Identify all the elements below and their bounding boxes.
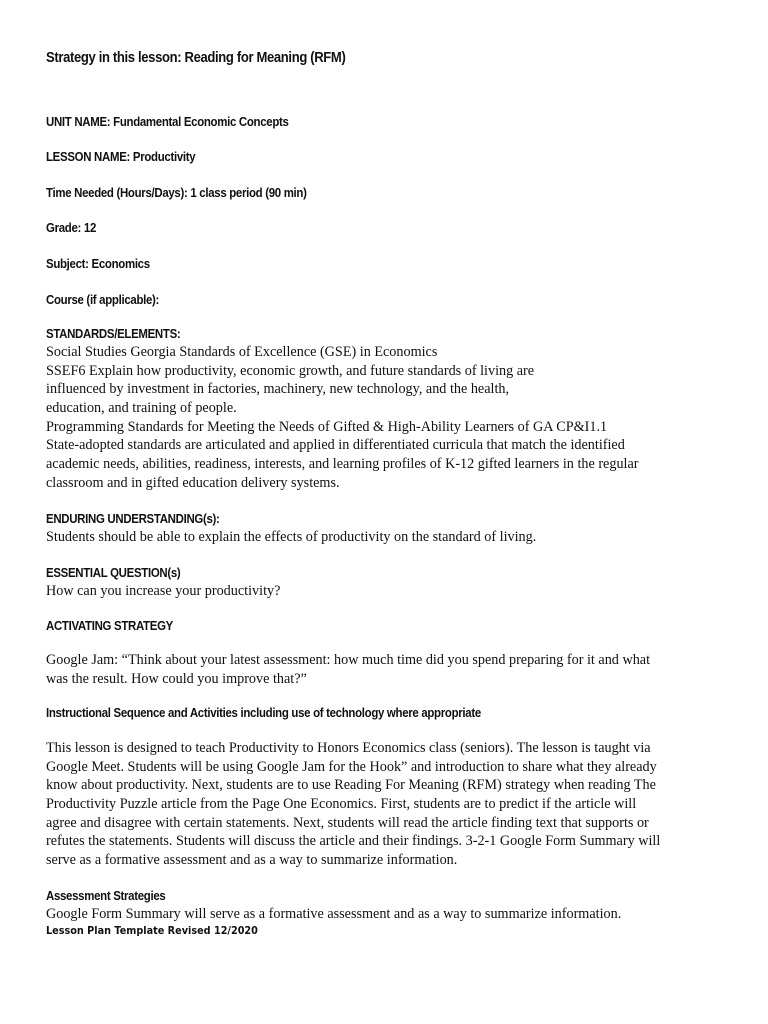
course: Course (if applicable): [46, 292, 160, 307]
text-line: This lesson is designed to teach Productivity to Honors Economics class (seniors). The lesson is taught via [46, 740, 651, 756]
unit-name: UNIT NAME: Fundamental Economic Concepts [46, 114, 289, 129]
text-line: Programming Standards for Meeting the Needs of Gifted & High-Ability Learners of GA CP&I1.1 [46, 418, 608, 435]
text-line: SSEF6 Explain how productivity, economic growth, and future standards of living are [46, 362, 535, 379]
instructional-text [46, 739, 726, 870]
enduring-heading: ENDURING UNDERSTANDING(s): [46, 511, 220, 526]
text-line: Productivity Puzzle article from the Page One Economics. First, students are to predict if the article will [46, 796, 637, 813]
text-line: State-adopted standards are articulated and applied in differentiated curricula that match the identified [46, 437, 625, 454]
assessment-text [46, 905, 726, 924]
text-line: Google Meet. Students will be using Google Jam for the Hook” and introduction to share what they already [46, 758, 657, 775]
text-line: refutes the statements. Students will discuss the article and their findings. 3-2-1 Google Form Summary will [46, 833, 661, 850]
text-line: How can you increase your productivity? [46, 583, 281, 599]
page-footer: Lesson Plan Template Revised 12/2020 [46, 924, 258, 937]
text-line: know about productivity. Next, students are to use Reading For Meaning (RFM) strategy when reading The [46, 777, 656, 794]
standards-text [46, 343, 726, 493]
standards-heading: STANDARDS/ELEMENTS: [46, 326, 181, 341]
text-line: classroom and in gifted education delivery systems. [46, 474, 340, 491]
text-line: serve as a formative assessment and as a way to summarize information. [46, 852, 458, 869]
text-line: Students should be able to explain the effects of productivity on the standard of living. [46, 529, 537, 545]
text-line: academic needs, abilities, readiness, interests, and learning profiles of K-12 gifted learners in the regular [46, 456, 639, 473]
text-line: influenced by investment in factories, machinery, new technology, and the health, [46, 381, 510, 398]
strategy-title: Strategy in this lesson: Reading for Meaning (RFM) [46, 49, 346, 66]
text-line: Social Studies Georgia Standards of Excellence (GSE) in Economics [46, 344, 438, 360]
time-needed: Time Needed (Hours/Days): 1 class period (90 min) [46, 185, 307, 200]
subject: Subject: Economics [46, 256, 150, 271]
text-line: agree and disagree with certain statements. Next, students will read the article finding text that supports or [46, 814, 649, 831]
text-line: was the result. How could you improve that?” [46, 670, 307, 687]
lesson-name: LESSON NAME: Productivity [46, 149, 196, 164]
text-line: Google Jam: “Think about your latest assessment: how much time did you spend preparing for it and what [46, 652, 651, 668]
text-line: Google Form Summary will serve as a formative assessment and as a way to summarize information. [46, 906, 622, 922]
activating-heading: ACTIVATING STRATEGY [46, 618, 173, 633]
assessment-heading: Assessment Strategies [46, 888, 166, 903]
instructional-heading: Instructional Sequence and Activities including use of technology where appropriate [46, 705, 481, 720]
enduring-text [46, 528, 726, 547]
essential-heading: ESSENTIAL QUESTION(s) [46, 565, 181, 580]
text-line: education, and training of people. [46, 400, 237, 417]
grade: Grade: 12 [46, 220, 97, 235]
essential-text [46, 582, 726, 601]
activating-text [46, 651, 726, 688]
